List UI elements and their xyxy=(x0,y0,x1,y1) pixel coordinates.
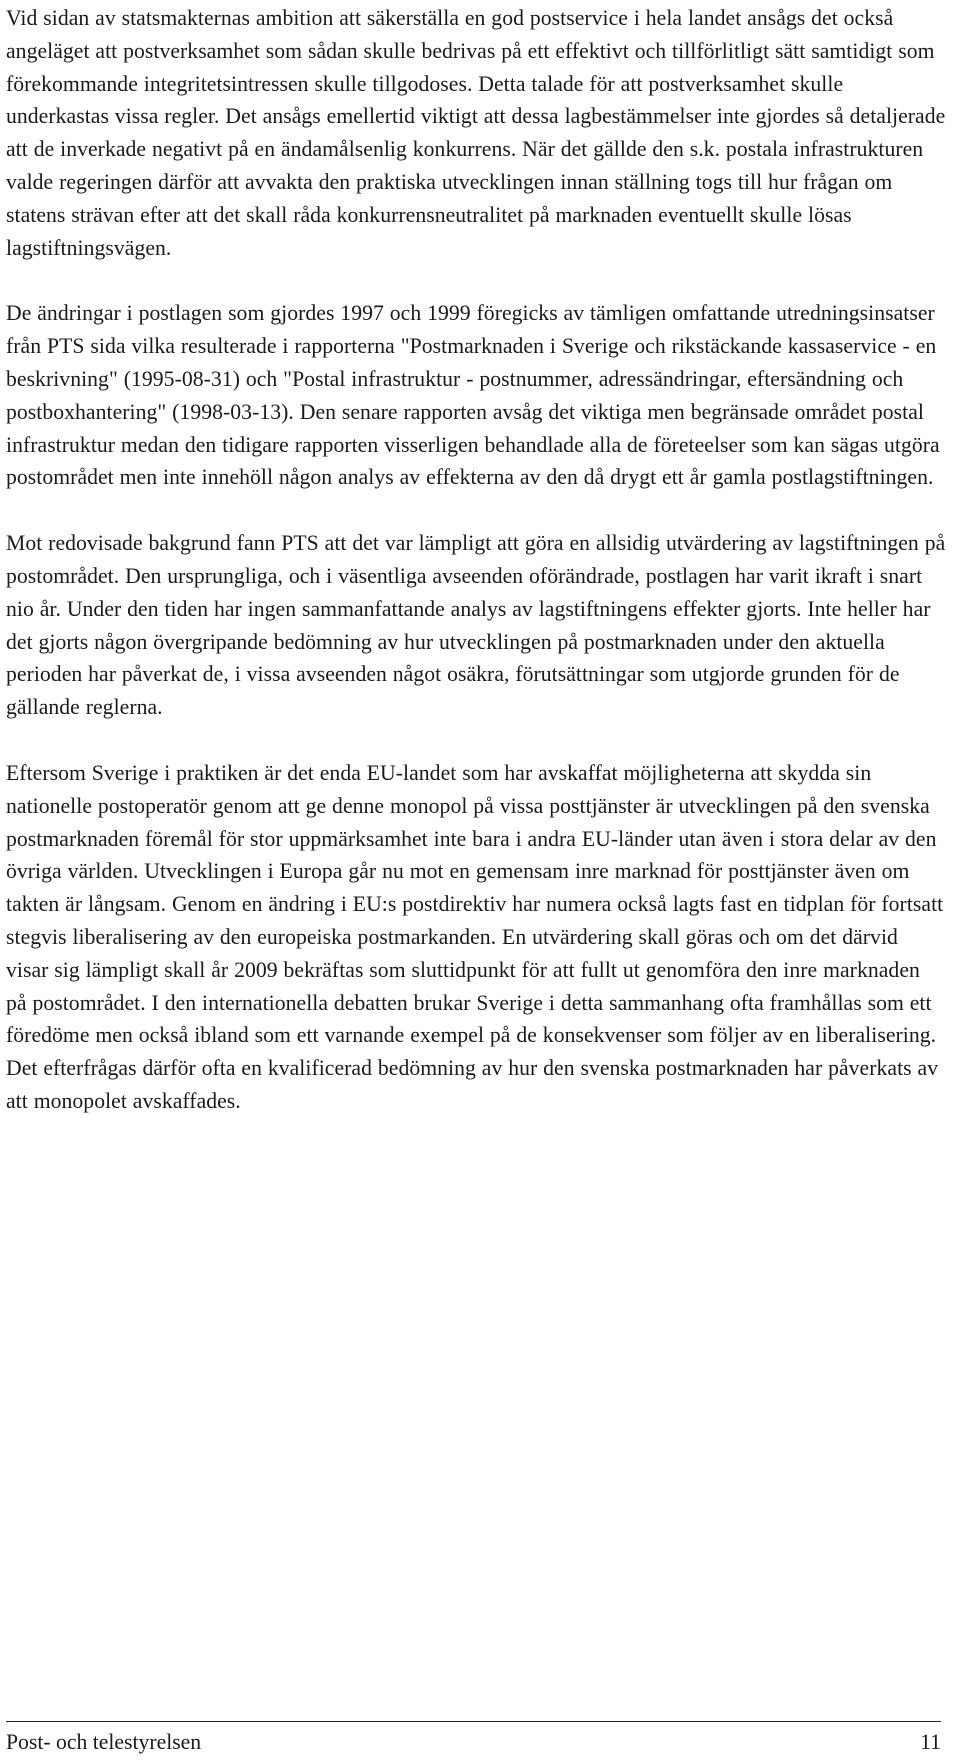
footer-divider xyxy=(6,1721,941,1722)
paragraph-4: Eftersom Sverige i praktiken är det enda EU-landet som har avskaffat möjligheterna att skydda sin nationelle postoperatör genom att ge denne monopol på vissa posttjänster är utvecklingen på den svenska postmarknaden föremål för stor uppmärksamhet inte bara i andra EU-länder utan även i stora delar av den övriga världen. Utvecklingen i Europa går nu mot en gemensam inre marknad för posttjänster även om takten är långsam. Genom en ändring i EU:s postdirektiv har numera också lagts fast en tidplan för fortsatt stegvis liberalisering av den europeiska postmarkanden. En utvärdering skall göras och om det därvid visar sig lämpligt skall år 2009 bekräftas som sluttidpunkt för att fullt ut genomföra den inre marknaden på postområdet. I den internationella debatten brukar Sverige i detta sammanhang ofta framhållas som ett föredöme men också ibland som ett varnande exempel på de konsekvenser som följer av en liberalisering. Det efterfrågas därför ofta en kvalificerad bedömning av hur den svenska postmarknaden har påverkats av att monopolet avskaffades. xyxy=(6,760,944,1113)
footer-page-number: 11 xyxy=(920,1730,941,1754)
paragraph-2: De ändringar i postlagen som gjordes 1997 och 1999 föregicks av tämligen omfattande utredningsinsatser från PTS sida vilka resulterade i rapporterna "Postmarknaden i Sverige och rikstäckande kassaservice - en beskrivning" (1995-08-31) och "Postal infrastruktur - postnummer, adressändringar, eftersändning och postboxhantering" (1998-03-13). Den senare rapporten avsåg det viktiga men begränsade området postal infrastruktur medan den tidigare rapporten visserligen behandlade alla de företeelser som kan sägas utgöra postområdet men inte innehöll någon analys av effekterna av den då drygt ett år gamla postlagstiftningen. xyxy=(6,301,940,490)
paragraph-1: Vid sidan av statsmakternas ambition att säkerställa en god postservice i hela landet ansågs det också angeläget att postverksamhet som sådan skulle bedrivas på ett effektivt och tillförlitligt sätt samtidigt som förekommande integritetsintressen skulle tillgodoses. Detta talade för att postverksamhet skulle underkastas vissa regler. Det ansågs emellertid viktigt att dessa lagbestämmelser inte gjordes så detaljerade att de inverkade negativt på en ändamålsenlig konkurrens. När det gällde den s.k. postala infrastrukturen valde regeringen därför att avvakta den praktiska utvecklingen innan ställning togs till hur frågan om statens strävan efter att det skall råda konkurrensneutralitet på marknaden eventuellt skulle lösas lagstiftningsvägen. xyxy=(6,6,946,260)
paragraph-3: Mot redovisade bakgrund fann PTS att det var lämpligt att göra en allsidig utvärdering av lagstiftningen på postområdet. Den ursprungliga, och i väsentliga avseenden oförändrade, postlagen har varit ikraft i snart nio år. Under den tiden har ingen sammanfattande analys av lagstiftningens effekter gjorts. Inte heller har det gjorts någon övergripande bedömning av hur utvecklingen på postmarknaden under den aktuella perioden har påverkat de, i vissa avseenden något osäkra, förutsättningar som utgjorde grunden för de gällande reglerna. xyxy=(6,531,946,720)
document-body xyxy=(6,2,946,1151)
page-footer xyxy=(6,1727,941,1757)
footer-organization: Post- och telestyrelsen xyxy=(6,1730,202,1754)
